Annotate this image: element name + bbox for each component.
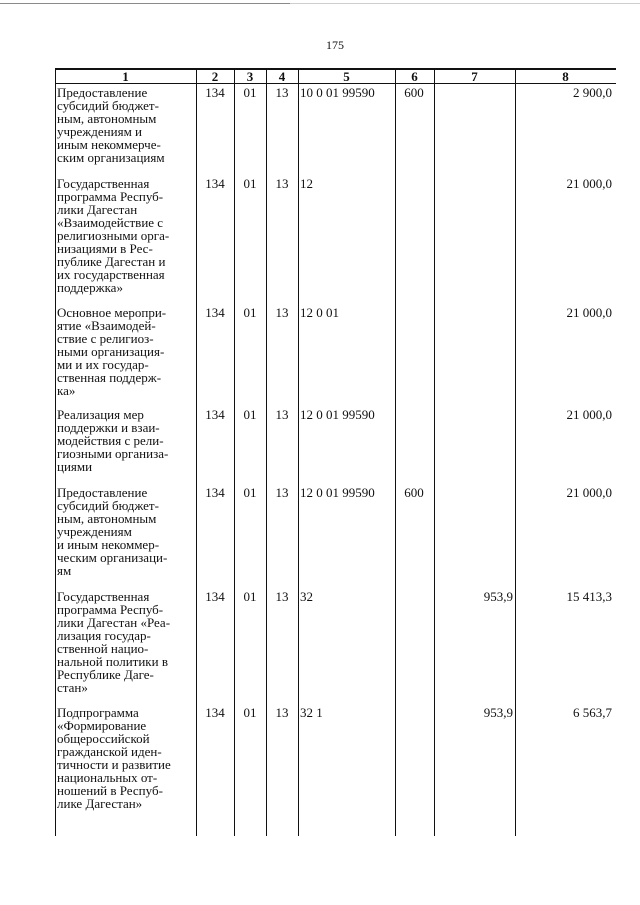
row-section-code: 01 [243, 176, 257, 191]
row-target-article: 12 [300, 176, 313, 191]
row-section-code: 01 [243, 485, 257, 500]
row-name: Подпрограмма «Формирование общероссийской гражданской иден- тичности и развитие национальных от- ношений в Респуб- лике Дагестан» [57, 705, 171, 811]
row-admin-code: 134 [205, 176, 225, 191]
page-number: 175 [326, 38, 344, 52]
row-subsection-code: 13 [275, 176, 289, 191]
row-target-article: 32 1 [300, 705, 323, 720]
row-target-article: 12 0 01 [300, 305, 339, 320]
row-section-code: 01 [243, 85, 257, 100]
row-name: Предоставление субсидий бюджет- ным, автономным учреждениям и иным некоммерче- ским организациям [57, 85, 165, 165]
row-subsection-code: 13 [275, 407, 289, 422]
row-target-article: 12 0 01 99590 [300, 485, 375, 500]
row-section-code: 01 [243, 305, 257, 320]
column-divider [55, 68, 56, 836]
row-amount: 15 413,3 [566, 589, 612, 604]
budget-table [55, 68, 616, 836]
row-subsection-code: 13 [275, 85, 289, 100]
header-col-5: 5 [343, 69, 350, 84]
row-target-article: 32 [300, 589, 313, 604]
header-col-8: 8 [562, 69, 569, 84]
row-subsection-code: 13 [275, 589, 289, 604]
row-amount: 2 900,0 [573, 85, 612, 100]
row-name: Реализация мер поддержки и взаи- модействия с рели- гиозными организа- циями [57, 407, 169, 474]
column-divider [395, 68, 396, 836]
row-name: Государственная программа Респуб- лики Дагестан «Взаимодействие с религиозными орга- низациями в Рес- публике Дагестан и их государственная поддержка» [57, 176, 170, 295]
header-col-7: 7 [471, 69, 478, 84]
header-col-1: 1 [122, 69, 129, 84]
column-divider [434, 68, 435, 836]
header-col-2: 2 [211, 69, 219, 84]
top-scan-rule-dark [0, 3, 290, 4]
row-subsection-code: 13 [275, 305, 289, 320]
row-expense-type: 600 [404, 485, 424, 500]
column-divider [298, 68, 299, 836]
header-col-3: 3 [246, 69, 254, 84]
row-amount: 21 000,0 [566, 305, 612, 320]
row-name: Предоставление субсидий бюджет- ным, автономным учреждениям и иным некоммер- ческим организаци- ям [57, 485, 168, 578]
row-name: Государственная программа Респуб- лики Дагестан «Реа- лизация государ- ственной нацио- нальной политики в Республике Даге- стан» [57, 589, 171, 695]
row-target-article: 12 0 01 99590 [300, 407, 375, 422]
row-admin-code: 134 [205, 407, 225, 422]
row-col7-value: 953,9 [483, 705, 513, 720]
header-col-6: 6 [411, 69, 418, 84]
row-section-code: 01 [243, 705, 257, 720]
row-admin-code: 134 [205, 589, 225, 604]
row-admin-code: 134 [205, 705, 225, 720]
row-section-code: 01 [243, 407, 257, 422]
row-subsection-code: 13 [275, 485, 289, 500]
row-amount: 21 000,0 [566, 407, 612, 422]
row-subsection-code: 13 [275, 705, 289, 720]
header-col-4: 4 [278, 69, 286, 84]
row-col7-value: 953,9 [483, 589, 513, 604]
column-divider [515, 68, 516, 836]
row-name: Основное меропри- ятие «Взаимодей- ствие с религиоз- ными организация- ми и их государ- ственная поддерж- ка» [57, 305, 167, 398]
row-target-article: 10 0 01 99590 [300, 85, 375, 100]
row-section-code: 01 [243, 589, 257, 604]
row-admin-code: 134 [205, 305, 225, 320]
row-amount: 21 000,0 [566, 485, 612, 500]
row-admin-code: 134 [205, 85, 225, 100]
row-amount: 6 563,7 [573, 705, 612, 720]
row-amount: 21 000,0 [566, 176, 612, 191]
row-expense-type: 600 [404, 85, 424, 100]
row-admin-code: 134 [205, 485, 225, 500]
